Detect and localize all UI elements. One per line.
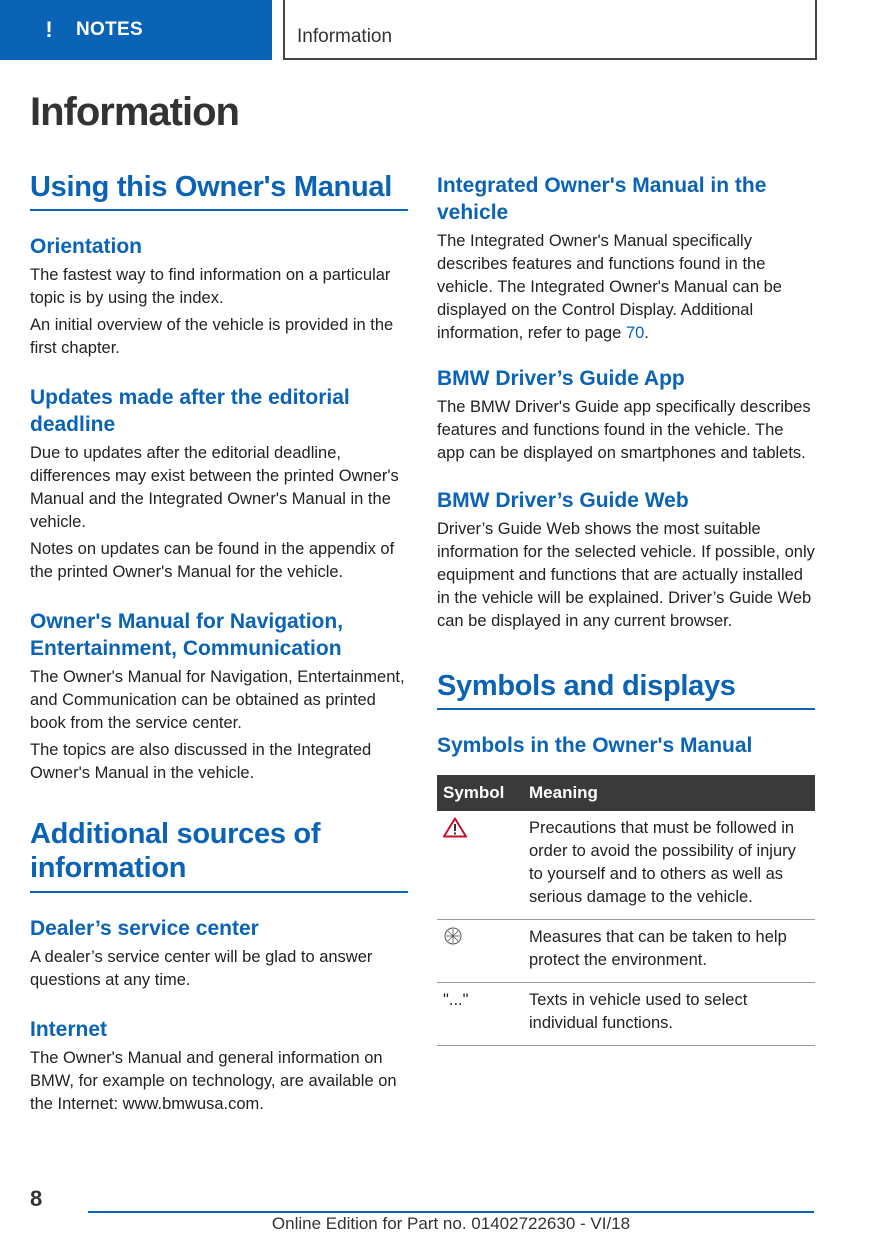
heading-drivers-guide-web: BMW Driver’s Guide Web [437,489,689,512]
heading-updates: Updates made after the editorial deadline [30,386,350,437]
updates-text-2: Notes on updates can be found in the appendix of the printed Owner's Manual for the vehicle. [30,540,395,582]
nav-text-1: The Owner's Manual for Navigation, Entertainment, and Communication can be obtained as printed book from the service center. [30,668,405,733]
meaning-cell: Texts in vehicle used to select individual functions. [523,983,815,1046]
notes-tab-label: NOTES [76,19,143,40]
col-symbol-header: Symbol [437,775,523,811]
orientation-text-2: An initial overview of the vehicle is provided in the first chapter. [30,316,394,358]
footer-edition: Online Edition for Part no. 01402722630 - VI/18 [271,1214,631,1233]
table-header-row [437,775,815,811]
page-link[interactable]: 70 [625,324,645,342]
internet-text: The Owner's Manual and general information on BMW, for example on technology, are available on the Internet: www.bmwusa.com. [30,1048,397,1113]
heading-using-manual: Using this Owner's Manual [30,170,408,211]
warning-triangle-icon [443,824,467,842]
heading-internet: Internet [30,1017,108,1041]
nav-text-2: The topics are also discussed in the Integrated Owner's Manual in the vehicle. [30,741,372,783]
symbols-table [437,775,815,1046]
heading-integrated-manual: Integrated Owner's Manual in the vehicle [437,174,767,224]
right-column [437,172,815,1046]
section-header-box [283,0,817,60]
table-row [437,920,815,983]
updates-text-1: Due to updates after the editorial deadline, differences may exist between the printed Owner's Manual and the Integrated Owner's Manual in the vehicle. [30,444,399,532]
heading-drivers-guide-app: BMW Driver’s Guide App [437,367,685,390]
page-title: Information [30,90,239,134]
heading-nav-manual: Owner's Manual for Navigation, Entertainment, Communication [30,610,344,661]
heading-symbols-manual: Symbols in the Owner's Manual [437,734,753,758]
meaning-cell: Measures that can be taken to help protect the environment. [523,920,815,983]
app-text: The BMW Driver's Guide app specifically describes features and functions found in the vehicle. The app can be displayed on smartphones and tablets. [437,398,811,462]
environment-leaf-icon [443,932,463,950]
integrated-text [437,230,815,345]
left-column [30,170,408,1116]
heading-dealer: Dealer’s service center [30,916,259,940]
dealer-text: A dealer’s service center will be glad to answer questions at any time. [30,947,373,989]
integrated-text-end: . [644,324,649,342]
quote-symbol: "..." [437,983,523,1046]
heading-additional-sources: Additional sources of information [30,817,408,892]
notes-tab [0,0,272,60]
meaning-cell: Precautions that must be followed in order to avoid the possibility of injury to yourself and to others as well as serious damage to the vehicle. [523,811,815,920]
table-row [437,983,815,1046]
table-row [437,811,815,920]
heading-symbols-displays: Symbols and displays [437,669,815,710]
exclamation-icon: ! [45,17,53,42]
col-meaning-header: Meaning [523,775,815,811]
web-text: Driver’s Guide Web shows the most suitable information for the selected vehicle. If possible, only equipment and functions that are actually installed in the vehicle will be explained. Driver’s Guide Web can be displayed in any current browser. [437,520,815,630]
footer-divider [88,1211,814,1213]
orientation-text-1: The fastest way to find information on a particular topic is by using the index. [30,266,391,308]
heading-orientation: Orientation [30,235,143,259]
integrated-text-body: The Integrated Owner's Manual specifically describes features and functions found in the vehicle. The Integrated Owner's Manual can be displayed on the Control Display. Additional information, refer to page [437,232,782,342]
page-number: 8 [30,1186,43,1211]
section-label: Information [297,26,393,47]
